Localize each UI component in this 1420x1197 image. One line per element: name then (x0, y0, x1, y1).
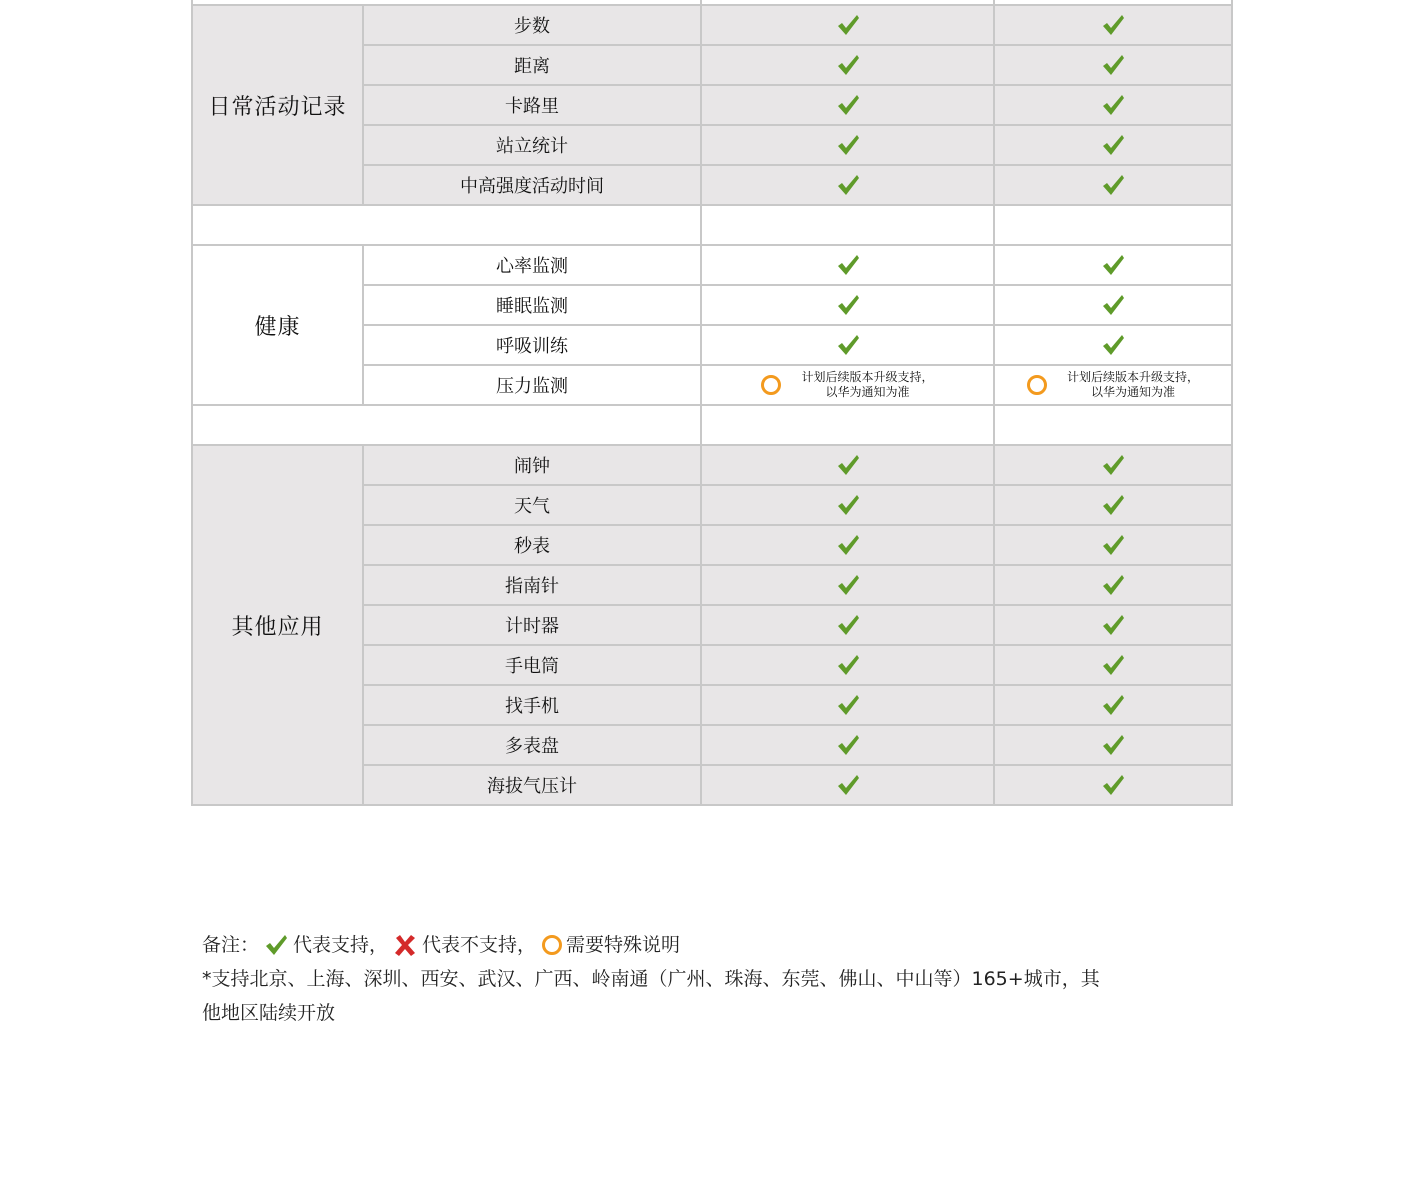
footnote-line-1: *支持北京、上海、深圳、西安、武汉、广西、岭南通（广州、珠海、东莞、佛山、中山等）165+城市，其 (202, 968, 1100, 990)
support-cell (994, 565, 1232, 605)
check-icon (835, 292, 861, 318)
spacer-cell (701, 205, 994, 245)
check-icon (1100, 292, 1126, 318)
check-icon (1100, 332, 1126, 358)
check-icon (835, 52, 861, 78)
support-cell (994, 5, 1232, 45)
support-cell (701, 365, 994, 405)
support-cell (994, 445, 1232, 485)
support-cell (701, 85, 994, 125)
check-icon (1100, 132, 1126, 158)
feature-cell: 步数 (363, 5, 701, 45)
support-cell (994, 645, 1232, 685)
support-cell (994, 485, 1232, 525)
spacer-row (192, 205, 1232, 245)
check-icon (1100, 12, 1126, 38)
check-icon (835, 92, 861, 118)
spacer-cell (701, 405, 994, 445)
support-cell (701, 725, 994, 765)
feature-cell: 压力监测 (363, 365, 701, 405)
feature-comparison-table (191, 0, 1233, 806)
check-icon (835, 772, 861, 798)
support-cell (701, 5, 994, 45)
support-cell (701, 45, 994, 85)
check-icon (263, 932, 289, 958)
note-line-2: 以华为通知为准 (1090, 385, 1175, 399)
feature-cell: 卡路里 (363, 85, 701, 125)
circle-icon (1027, 375, 1047, 395)
support-cell (701, 325, 994, 365)
support-cell (701, 125, 994, 165)
support-cell (701, 165, 994, 205)
support-cell (701, 285, 994, 325)
legend-check-label: 代表支持， (293, 934, 389, 956)
check-icon (1100, 612, 1126, 638)
cross-icon (392, 932, 418, 958)
legend-ring-label: 需要特殊说明 (566, 934, 681, 956)
footnote-line-2: 他地区陆续开放 (202, 1002, 336, 1024)
check-icon (1100, 52, 1126, 78)
check-icon (835, 692, 861, 718)
check-icon (1100, 692, 1126, 718)
support-cell (994, 85, 1232, 125)
check-icon (835, 252, 861, 278)
support-cell (994, 45, 1232, 85)
remarks-block (202, 928, 1212, 1030)
special-note (995, 370, 1231, 400)
check-icon (835, 572, 861, 598)
check-icon (1100, 452, 1126, 478)
support-cell (994, 165, 1232, 205)
support-cell (994, 125, 1232, 165)
check-icon (1100, 772, 1126, 798)
support-cell (701, 445, 994, 485)
category-cell: 健康 (192, 245, 363, 405)
support-cell (994, 525, 1232, 565)
spacer-cell (994, 205, 1232, 245)
support-cell (701, 485, 994, 525)
check-icon (835, 612, 861, 638)
check-icon (835, 172, 861, 198)
note-line-1: 计划后续版本升级支持， (801, 370, 934, 384)
circle-icon (542, 935, 562, 955)
support-cell (994, 365, 1232, 405)
check-icon (1100, 652, 1126, 678)
support-cell (994, 325, 1232, 365)
spacer-row (192, 405, 1232, 445)
feature-cell: 站立统计 (363, 125, 701, 165)
check-icon (1100, 732, 1126, 758)
feature-cell: 闹钟 (363, 445, 701, 485)
check-icon (1100, 532, 1126, 558)
support-cell (701, 645, 994, 685)
feature-cell: 手电筒 (363, 645, 701, 685)
feature-cell: 海拔气压计 (363, 765, 701, 805)
circle-icon (761, 375, 781, 395)
feature-cell: 计时器 (363, 605, 701, 645)
table-row (192, 245, 1232, 285)
note-text (1067, 370, 1199, 400)
note-line-2: 以华为通知为准 (825, 385, 910, 399)
check-icon (1100, 252, 1126, 278)
table-body (192, 0, 1232, 805)
support-cell (701, 605, 994, 645)
check-icon (835, 652, 861, 678)
support-cell (701, 685, 994, 725)
check-icon (835, 132, 861, 158)
feature-cell: 睡眠监测 (363, 285, 701, 325)
support-cell (701, 245, 994, 285)
support-cell (701, 565, 994, 605)
spacer-cell (192, 405, 701, 445)
support-cell (994, 725, 1232, 765)
support-cell (994, 285, 1232, 325)
feature-cell: 秒表 (363, 525, 701, 565)
note-line-1: 计划后续版本升级支持， (1066, 370, 1199, 384)
check-icon (835, 12, 861, 38)
legend-cross-label: 代表不支持， (422, 934, 537, 956)
support-cell (994, 765, 1232, 805)
check-icon (835, 732, 861, 758)
feature-cell: 指南针 (363, 565, 701, 605)
category-cell: 日常活动记录 (192, 5, 363, 205)
note-text (801, 370, 933, 400)
check-icon (1100, 172, 1126, 198)
feature-cell: 天气 (363, 485, 701, 525)
special-note (702, 370, 993, 400)
support-cell (701, 765, 994, 805)
support-cell (994, 245, 1232, 285)
category-cell: 其他应用 (192, 445, 363, 805)
spacer-cell (192, 205, 701, 245)
support-cell (701, 525, 994, 565)
feature-cell: 心率监测 (363, 245, 701, 285)
feature-cell: 呼吸训练 (363, 325, 701, 365)
feature-cell: 找手机 (363, 685, 701, 725)
feature-cell: 距离 (363, 45, 701, 85)
remarks-prefix: 备注： (202, 934, 260, 956)
table-row (192, 5, 1232, 45)
check-icon (835, 452, 861, 478)
feature-cell: 多表盘 (363, 725, 701, 765)
support-cell (994, 685, 1232, 725)
check-icon (835, 492, 861, 518)
table-row (192, 445, 1232, 485)
feature-cell: 中高强度活动时间 (363, 165, 701, 205)
check-icon (835, 332, 861, 358)
check-icon (1100, 572, 1126, 598)
check-icon (1100, 492, 1126, 518)
support-cell (994, 605, 1232, 645)
spacer-cell (994, 405, 1232, 445)
legend-line (202, 928, 1212, 962)
check-icon (835, 532, 861, 558)
check-icon (1100, 92, 1126, 118)
